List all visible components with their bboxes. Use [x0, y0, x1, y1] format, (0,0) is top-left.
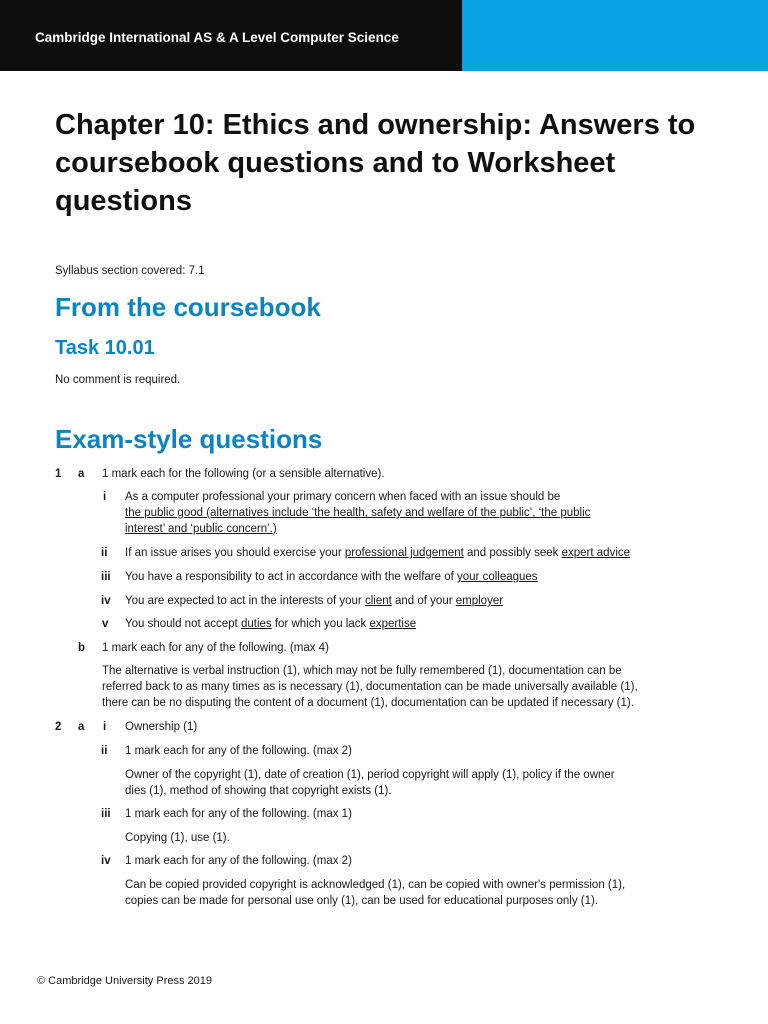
answer-text: for which you lack — [271, 618, 370, 630]
part-label: a — [78, 468, 85, 480]
answer-line — [125, 569, 538, 585]
subpart-label: ii — [101, 547, 108, 559]
answer-text: and of your — [391, 595, 456, 607]
key-term: your colleagues — [457, 571, 538, 583]
answer-line: copies can be made for personal use only (1), can be used for educational purposes only (1). — [125, 895, 599, 907]
subpart-label: v — [102, 618, 109, 630]
part-label: a — [78, 721, 85, 733]
page-title: Chapter 10: Ethics and ownership: Answers to coursebook questions and to Worksheet questions — [55, 109, 696, 217]
task-text: No comment is required. — [55, 374, 181, 386]
subpart-label: ii — [101, 745, 108, 757]
part-text: 1 mark each for any of the following. (max 4) — [102, 642, 329, 654]
section-heading-exam: Exam-style questions — [55, 424, 323, 454]
part-label: b — [78, 642, 86, 654]
question-number: 1 — [55, 468, 62, 480]
answer-line — [125, 545, 630, 561]
key-term: employer — [455, 595, 504, 607]
answer-line: Copying (1), use (1). — [125, 832, 230, 844]
answer-text: You have a responsibility to act in accordance with the welfare of — [125, 571, 457, 583]
task-heading: Task 10.01 — [55, 337, 155, 359]
answer-line: 1 mark each for any of the following. (max 2) — [125, 855, 352, 867]
answer-line: The alternative is verbal instruction (1), which may not be fully remembered (1), documentation can be — [102, 665, 622, 677]
answer-line: Ownership (1) — [125, 721, 198, 733]
subpart-label: i — [103, 491, 107, 503]
answer-line: Owner of the copyright (1), date of creation (1), period copyright will apply (1), policy if the owner — [125, 769, 615, 781]
subpart-label: iv — [101, 855, 111, 867]
answer-line: dies (1), method of showing that copyright exists (1). — [125, 785, 392, 797]
subpart-label: iv — [101, 595, 111, 607]
key-term: professional judgement — [344, 547, 464, 559]
key-term: client — [364, 595, 392, 607]
section-heading-coursebook: From the coursebook — [55, 292, 321, 322]
answer-line: 1 mark each for any of the following. (max 2) — [125, 745, 352, 757]
answer-line: referred back to as many times as is necessary (1), documentation can be made universally available (1), — [102, 681, 638, 693]
answer-line — [125, 616, 416, 632]
answer-text: and possibly seek — [463, 547, 562, 559]
key-term: expert advice — [561, 547, 631, 559]
answer-line: interest’ and ‘public concern’.) — [125, 523, 277, 535]
answer-line — [125, 593, 503, 609]
key-term: expertise — [369, 618, 417, 630]
subpart-label: iii — [101, 571, 111, 583]
answer-line: As a computer professional your primary concern when faced with an issue should be — [125, 491, 561, 503]
answer-line: there can be no disputing the content of a document (1), documentation can be updated if necessary (1). — [102, 697, 634, 709]
key-term: duties — [240, 618, 272, 630]
copyright-footer: © Cambridge University Press 2019 — [37, 975, 213, 987]
subpart-label: iii — [101, 808, 111, 820]
answer-line: 1 mark each for any of the following. (max 1) — [125, 808, 352, 820]
answer-text: You are expected to act in the interests of your — [125, 595, 365, 607]
header-title: Cambridge International AS & A Level Computer Science — [35, 30, 399, 45]
syllabus-note: Syllabus section covered: 7.1 — [55, 265, 205, 277]
question-number: 2 — [55, 721, 62, 733]
header-accent — [462, 0, 768, 71]
answer-line: the public good (alternatives include ‘the health, safety and welfare of the public’, ‘the public — [125, 507, 591, 519]
subpart-label: i — [103, 721, 107, 733]
answer-line: Can be copied provided copyright is acknowledged (1), can be copied with owner's permission (1), — [125, 879, 626, 891]
part-text: 1 mark each for the following (or a sensible alternative). — [102, 468, 385, 480]
answer-text: If an issue arises you should exercise your — [125, 547, 345, 559]
answer-text: You should not accept — [125, 618, 241, 630]
